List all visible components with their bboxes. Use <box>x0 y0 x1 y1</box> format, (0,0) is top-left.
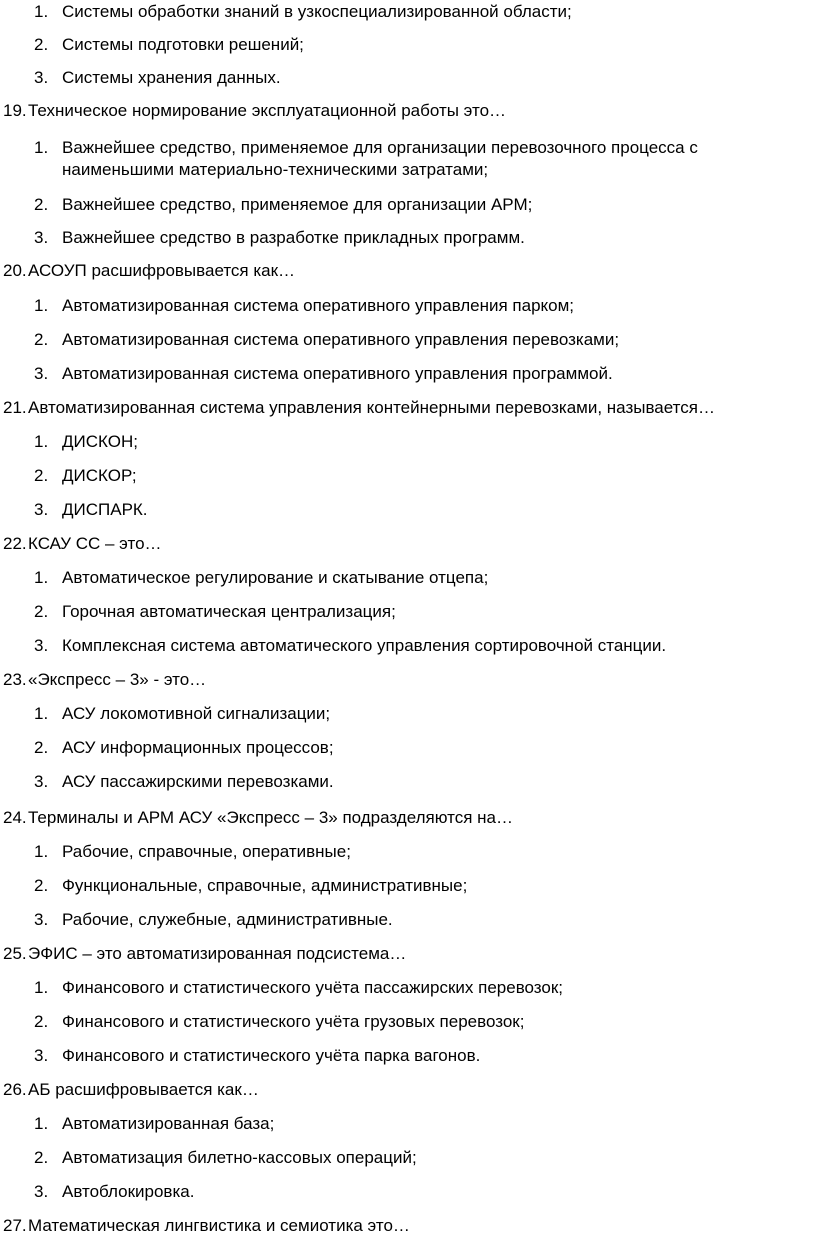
option-number: 3. <box>34 772 49 791</box>
option-number: 1. <box>34 432 49 451</box>
option-number: 3. <box>34 228 49 247</box>
option-text: Рабочие, служебные, административные. <box>62 910 393 929</box>
option-text: Функциональные, справочные, административные; <box>62 876 468 895</box>
option-text: ДИСКОР; <box>62 466 137 485</box>
option-text: наименьшими материально-техническими затратами; <box>62 160 489 179</box>
option-text: Автоматизированная база; <box>62 1114 275 1133</box>
option-text: Финансового и статистического учёта грузовых перевозок; <box>62 1012 525 1031</box>
option-number: 1. <box>34 1114 49 1133</box>
option-text: Системы хранения данных. <box>62 68 281 87</box>
question-number: 19. <box>3 101 27 120</box>
option-text: Важнейшее средство, применяемое для организации АРМ; <box>62 195 533 214</box>
option-number: 1. <box>34 978 49 997</box>
option-text: ДИСПАРК. <box>62 500 148 519</box>
option-number: 2. <box>34 602 49 621</box>
option-number: 3. <box>34 68 49 87</box>
option-text: Автоблокировка. <box>62 1182 195 1201</box>
question-text: АСОУП расшифровывается как… <box>28 261 296 280</box>
option-number: 2. <box>34 876 49 895</box>
option-text: Комплексная система автоматического управления сортировочной станции. <box>62 636 667 655</box>
option-number: 2. <box>34 466 49 485</box>
question-number: 23. <box>3 670 27 689</box>
option-text: АСУ пассажирскими перевозками. <box>62 772 334 791</box>
option-text: АСУ локомотивной сигнализации; <box>62 704 331 723</box>
option-text: Системы обработки знаний в узкоспециализированной области; <box>62 2 572 21</box>
option-text: Автоматическое регулирование и скатывание отцепа; <box>62 568 489 587</box>
question-number: 21. <box>3 398 27 417</box>
option-number: 2. <box>34 330 49 349</box>
question-text: КСАУ СС – это… <box>28 534 162 553</box>
option-text: АСУ информационных процессов; <box>62 738 334 757</box>
option-number: 3. <box>34 636 49 655</box>
option-number: 3. <box>34 910 49 929</box>
option-text: Финансового и статистического учёта пассажирских перевозок; <box>62 978 564 997</box>
option-number: 2. <box>34 1148 49 1167</box>
question-number: 24. <box>3 808 27 827</box>
question-text: «Экспресс – 3» - это… <box>28 670 207 689</box>
option-number: 2. <box>34 195 49 214</box>
question-number: 20. <box>3 261 27 280</box>
option-number: 1. <box>34 296 49 315</box>
option-number: 1. <box>34 568 49 587</box>
option-text: Системы подготовки решений; <box>62 35 304 54</box>
option-text: ДИСКОН; <box>62 432 138 451</box>
option-number: 2. <box>34 35 49 54</box>
question-number: 27. <box>3 1216 27 1235</box>
option-number: 1. <box>34 2 49 21</box>
option-number: 3. <box>34 1046 49 1065</box>
question-number: 26. <box>3 1080 27 1099</box>
option-text: Финансового и статистического учёта парка вагонов. <box>62 1046 481 1065</box>
option-text: Важнейшее средство, применяемое для организации перевозочного процесса с <box>62 138 698 157</box>
option-number: 2. <box>34 738 49 757</box>
option-text: Рабочие, справочные, оперативные; <box>62 842 351 861</box>
question-number: 25. <box>3 944 27 963</box>
question-text: ЭФИС – это автоматизированная подсистема… <box>28 944 407 963</box>
option-number: 1. <box>34 704 49 723</box>
option-text: Автоматизированная система оперативного управления парком; <box>62 296 575 315</box>
question-number: 22. <box>3 534 27 553</box>
question-text: АБ расшифровывается как… <box>28 1080 259 1099</box>
question-text: Математическая лингвистика и семиотика это… <box>28 1216 410 1235</box>
question-text: Техническое нормирование эксплуатационной работы это… <box>28 101 507 120</box>
option-number: 3. <box>34 364 49 383</box>
question-text: Автоматизированная система управления контейнерными перевозками, называется… <box>28 398 715 417</box>
option-text: Автоматизированная система оперативного управления перевозками; <box>62 330 620 349</box>
option-number: 2. <box>34 1012 49 1031</box>
option-text: Автоматизация билетно-кассовых операций; <box>62 1148 417 1167</box>
question-text: Терминалы и АРМ АСУ «Экспресс – 3» подразделяются на… <box>28 808 513 827</box>
option-number: 3. <box>34 500 49 519</box>
option-number: 3. <box>34 1182 49 1201</box>
option-text: Автоматизированная система оперативного управления программой. <box>62 364 613 383</box>
option-text: Горочная автоматическая централизация; <box>62 602 396 621</box>
option-number: 1. <box>34 138 49 157</box>
option-text: Важнейшее средство в разработке прикладных программ. <box>62 228 525 247</box>
option-number: 1. <box>34 842 49 861</box>
